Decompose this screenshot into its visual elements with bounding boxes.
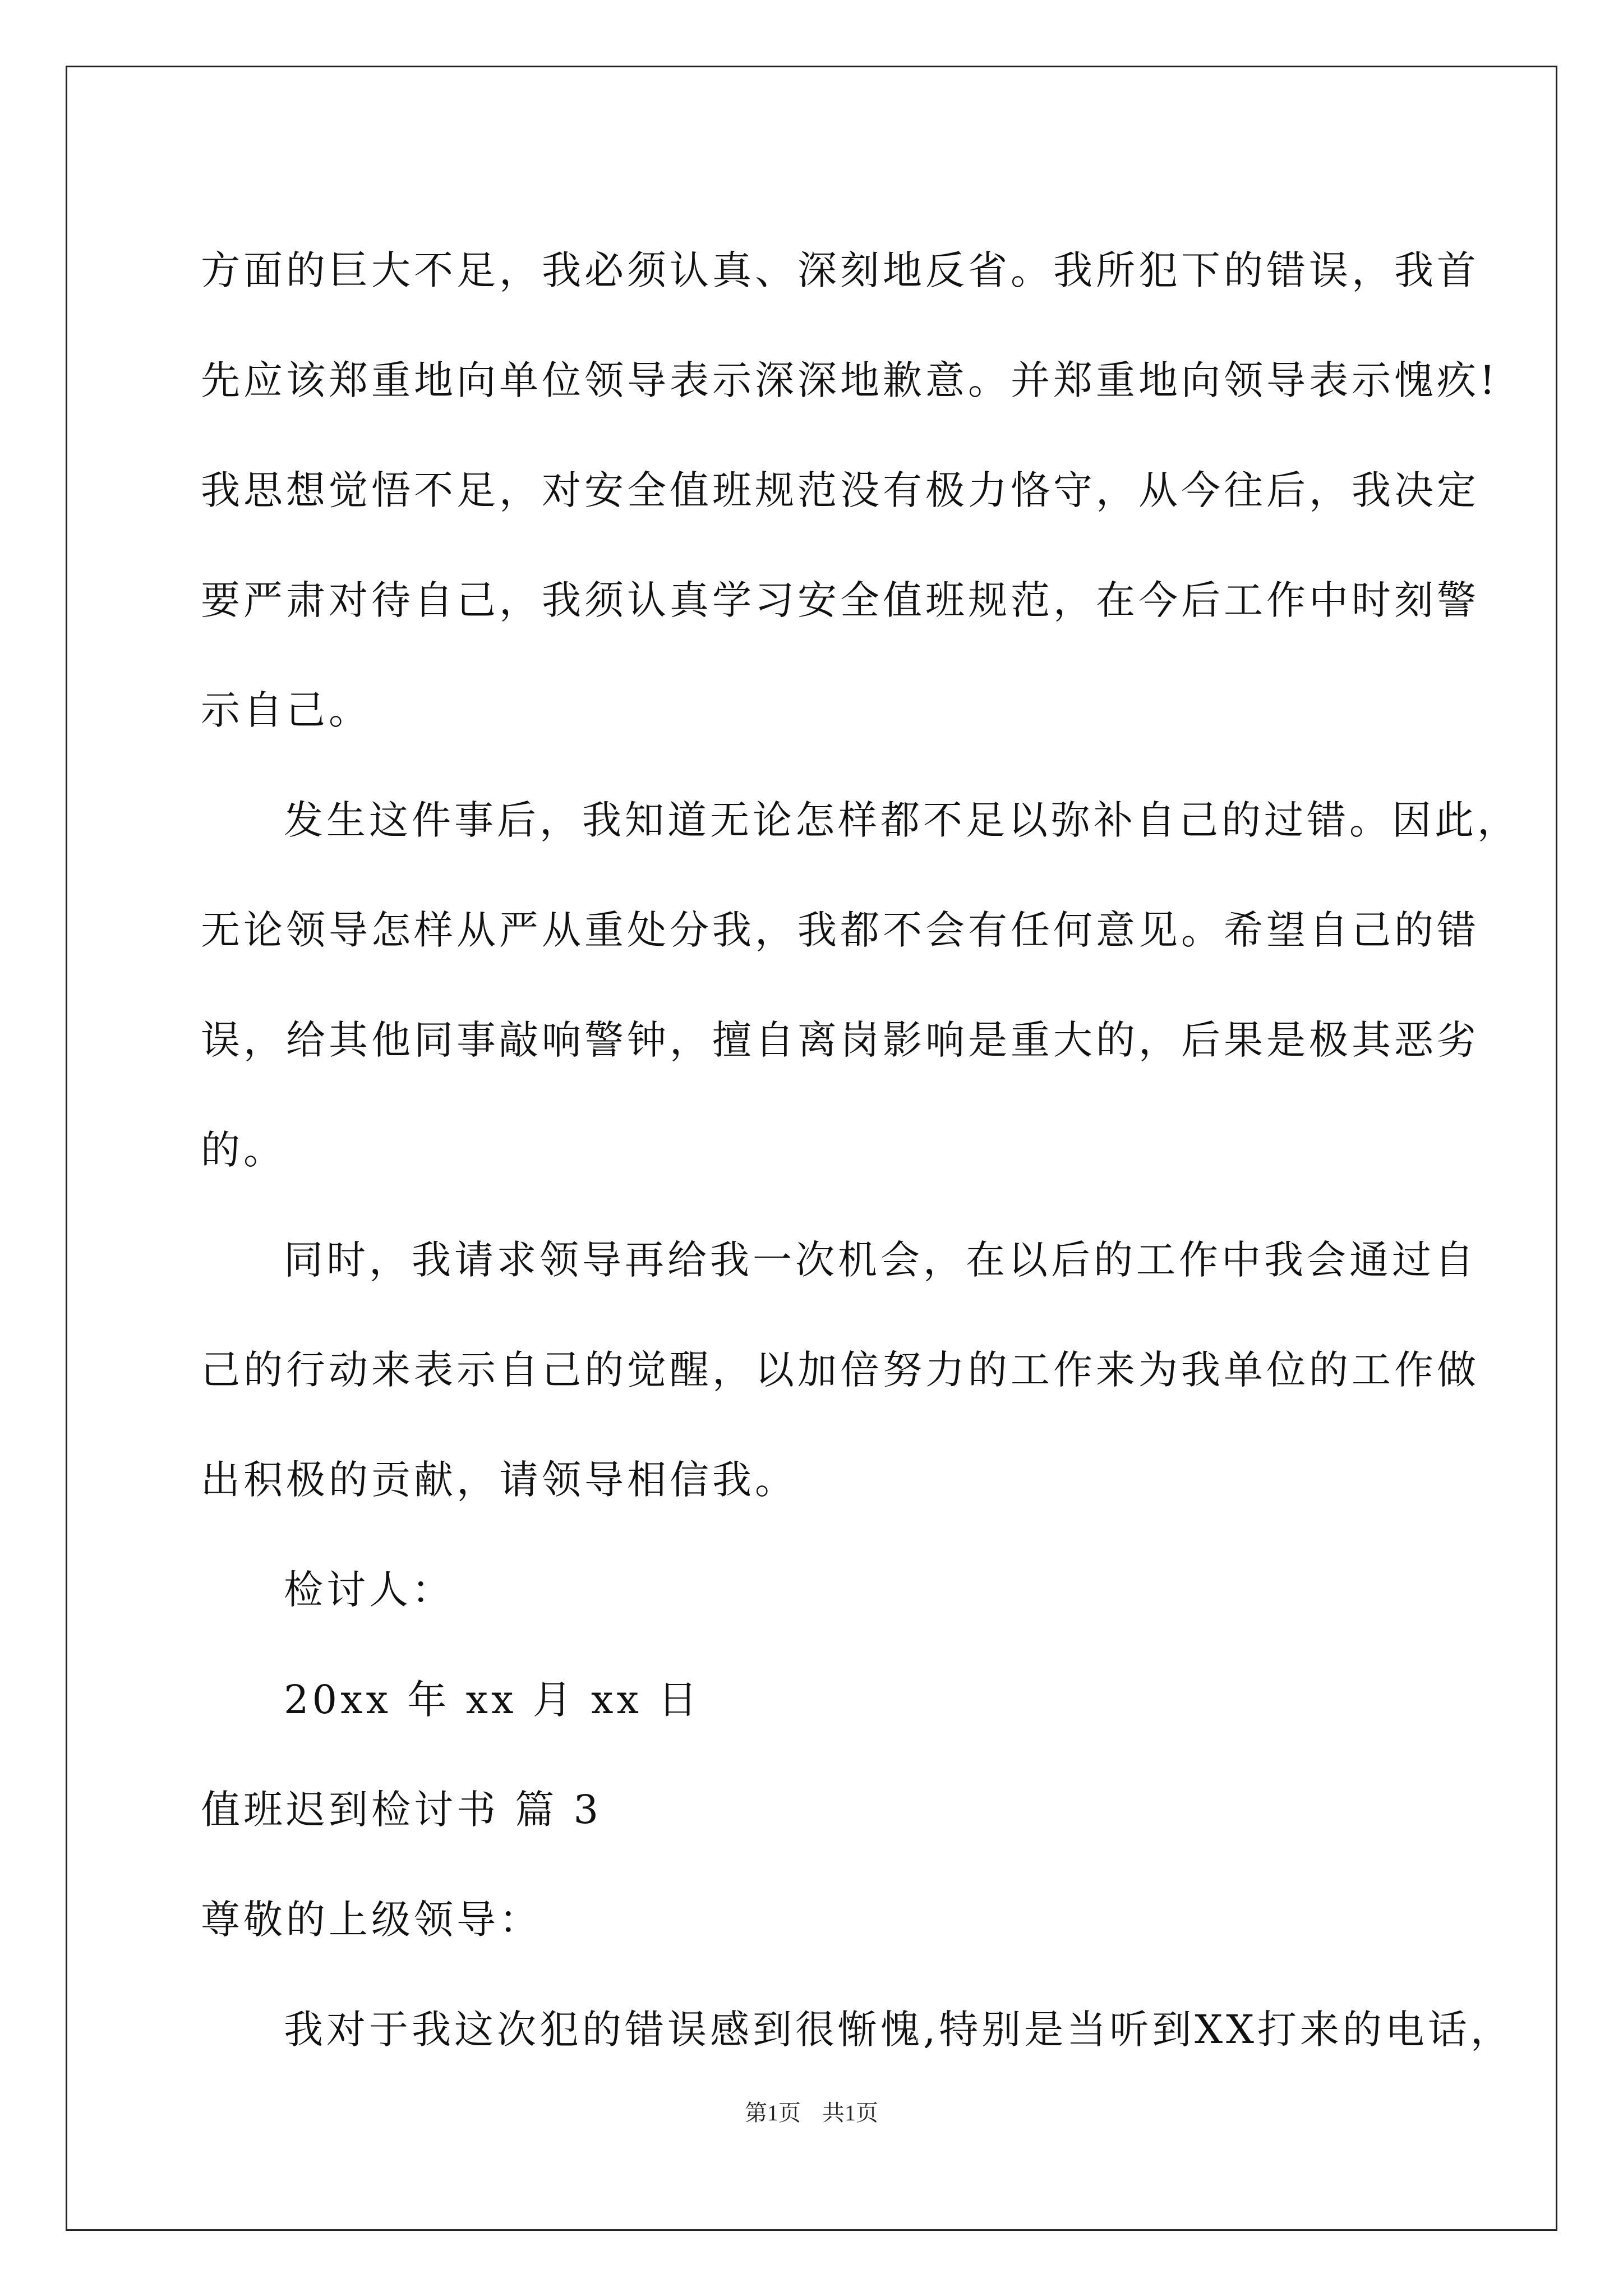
text-line: 无论领导怎样从严从重处分我，我都不会有任何意见。希望自己的错	[201, 907, 1479, 953]
salutation: 尊敬的上级领导：	[201, 1897, 542, 1943]
page-number: 第1页	[745, 2100, 801, 2125]
text-line: 同时，我请求领导再给我一次机会，在以后的工作中我会通过自	[284, 1237, 1477, 1283]
text-line: 示自己。	[201, 687, 371, 733]
text-line: 误，给其他同事敲响警钟，擅自离岗影响是重大的，后果是极其恶劣	[201, 1017, 1479, 1063]
text-line: 发生这件事后，我知道无论怎样都不足以弥补自己的过错。因此，	[284, 797, 1520, 843]
document-body	[201, 215, 1520, 2085]
text-line: 己的行动来表示自己的觉醒，以加倍努力的工作来为我单位的工作做	[201, 1347, 1479, 1393]
page-footer	[0, 2095, 1623, 2127]
section-heading: 值班迟到检讨书 篇 3	[201, 1787, 602, 1833]
text-line: 先应该郑重地向单位领导表示深深地歉意。并郑重地向领导表示愧疚!	[201, 357, 1499, 403]
text-line: 的。	[201, 1127, 286, 1173]
text-line: 出积极的贡献，请领导相信我。	[201, 1457, 797, 1503]
text-line: 我对于我这次犯的错误感到很惭愧,特别是当听到XX打来的电话，	[284, 2007, 1513, 2053]
page-total: 共1页	[822, 2100, 878, 2125]
text-line: 要严肃对待自己，我须认真学习安全值班规范，在今后工作中时刻警	[201, 577, 1479, 623]
text-line: 我思想觉悟不足，对安全值班规范没有极力恪守，从今往后，我决定	[201, 467, 1479, 513]
signature-label: 检讨人：	[284, 1567, 454, 1613]
text-line: 方面的巨大不足，我必须认真、深刻地反省。我所犯下的错误，我首	[201, 247, 1479, 293]
date-line: 20xx 年 xx 月 xx 日	[284, 1677, 701, 1723]
